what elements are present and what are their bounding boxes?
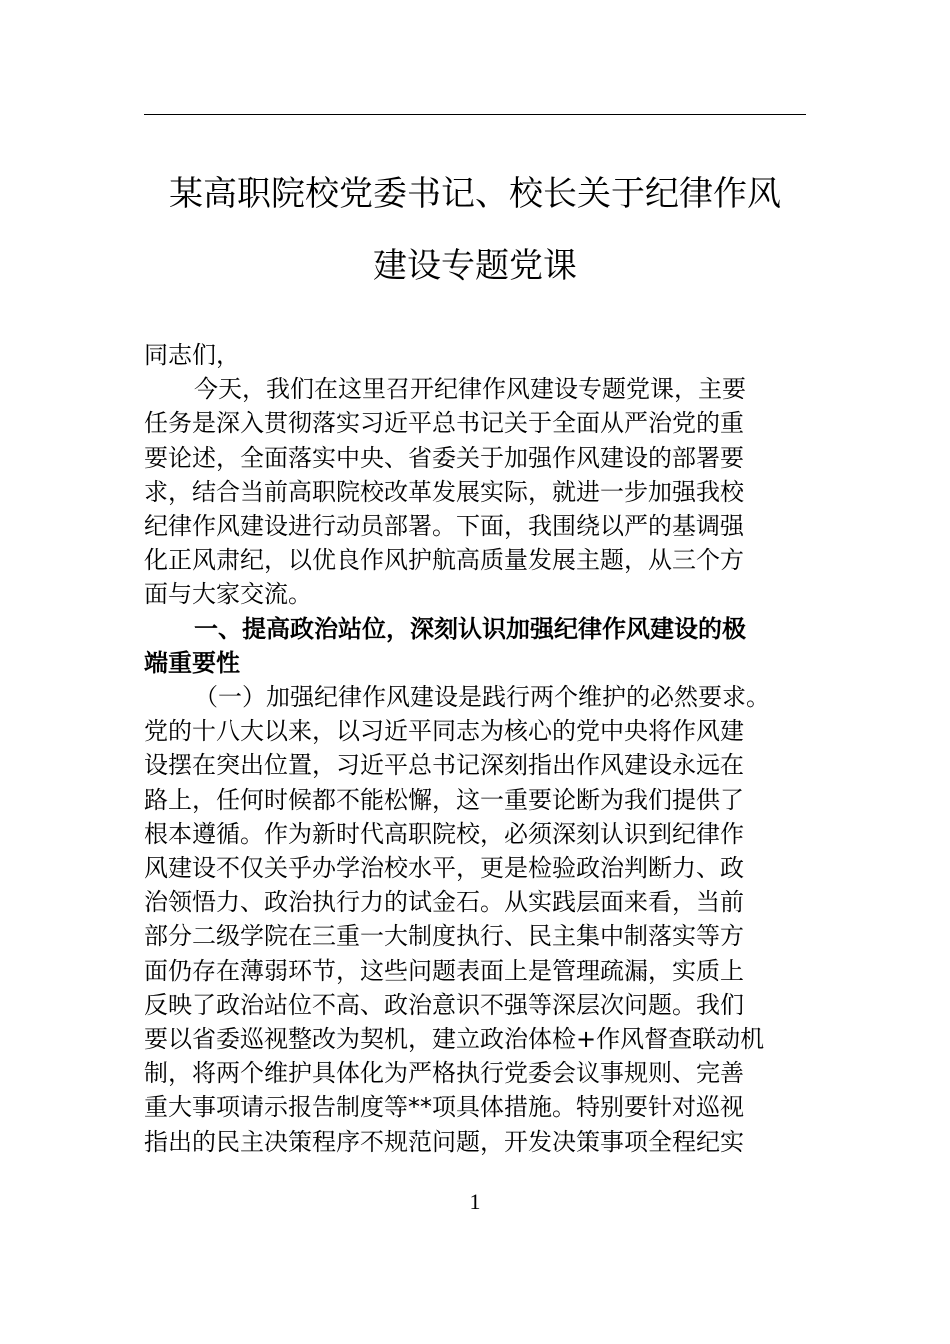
body-text-line: 任务是深入贯彻落实习近平总书记关于全面从严治党的重: [144, 409, 744, 438]
body-text-line: 面与大家交流。: [144, 580, 312, 609]
body-text-line: 根本遵循。作为新时代高职院校，必须深刻认识到纪律作: [144, 819, 744, 848]
body-text-line: 制，将两个维护具体化为严格执行党委会议事规则、完善: [144, 1059, 744, 1088]
body-text-line: 要以省委巡视整改为契机，建立政治体检+作风督查联动机: [144, 1025, 765, 1053]
document-title-line-1: 某高职院校党委书记、校长关于纪律作风: [169, 174, 781, 214]
body-text-line: 部分二级学院在三重一大制度执行、民主集中制落实等方: [144, 922, 744, 951]
body-text-line: 重大事项请示报告制度等**项具体措施。特别要针对巡视: [144, 1093, 744, 1122]
body-text-line: （一）加强纪律作风建设是践行两个维护的必然要求。: [194, 683, 770, 711]
body-text-line: 要论述，全面落实中央、省委关于加强作风建设的部署要: [144, 443, 744, 472]
body-text-line: 党的十八大以来，以习近平同志为核心的党中央将作风建: [144, 717, 744, 746]
body-text-line: 治领悟力、政治执行力的试金石。从实践层面来看，当前: [144, 888, 744, 917]
header-rule: [144, 114, 806, 115]
body-text-line: 面仍存在薄弱环节，这些问题表面上是管理疏漏，实质上: [144, 956, 744, 985]
page-number: 1: [469, 1189, 481, 1214]
section-heading-line: 端重要性: [144, 648, 240, 677]
section-heading-line: 一、提高政治站位，深刻认识加强纪律作风建设的极: [194, 614, 746, 643]
body-text-line: 路上，任何时候都不能松懈，这一重要论断为我们提供了: [144, 785, 744, 814]
body-text-line: 指出的民主决策程序不规范问题，开发决策事项全程纪实: [144, 1127, 744, 1156]
body-text-line: 风建设不仅关乎办学治校水平，更是检验政治判断力、政: [144, 854, 744, 882]
body-text-line: 纪律作风建设进行动员部署。下面，我围绕以严的基调强: [144, 512, 744, 540]
body-text-line: 今天，我们在这里召开纪律作风建设专题党课，主要: [194, 375, 746, 404]
body-text-line: 设摆在突出位置，习近平总书记深刻指出作风建设永远在: [144, 751, 744, 780]
body-text-line: 求，结合当前高职院校改革发展实际，就进一步加强我校: [144, 477, 744, 506]
body-text-line: 反映了政治站位不高、政治意识不强等深层次问题。我们: [144, 990, 744, 1019]
document-title-line-2: 建设专题党课: [373, 246, 577, 286]
body-text-line: 同志们，: [144, 341, 240, 369]
body-text-line: 化正风肃纪，以优良作风护航高质量发展主题，从三个方: [144, 546, 744, 575]
